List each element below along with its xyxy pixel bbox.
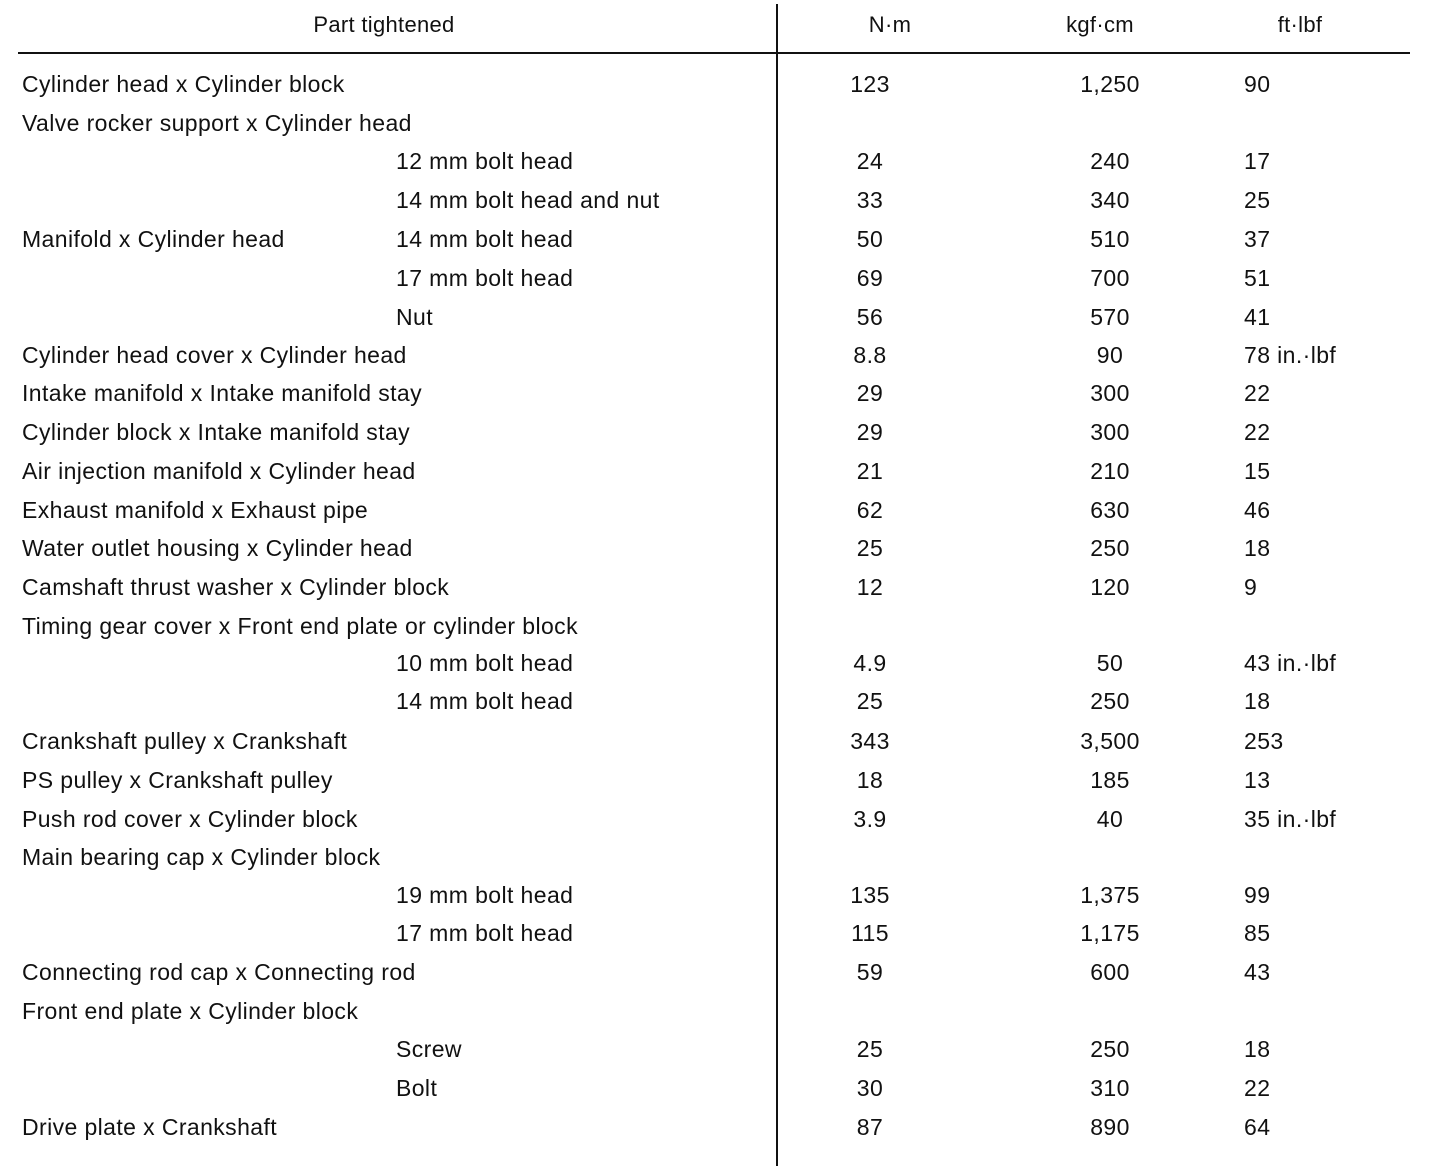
table-row [0,417,1440,447]
cell-kgf: 300 [1090,380,1130,406]
cell-sub: 14 mm bolt head [396,226,574,252]
cell-kgf: 890 [1090,1114,1130,1140]
table-row [0,957,1440,987]
cell-part: Main bearing cap x Cylinder block [22,844,381,870]
cell-part: Exhaust manifold x Exhaust pipe [22,497,369,523]
cell-kgf: 1,375 [1080,882,1140,908]
cell-kgf: 3,500 [1080,728,1140,754]
table-row [0,456,1440,486]
cell-sub: 14 mm bolt head [396,688,574,714]
cell-nm: 8.8 [853,342,887,368]
cell-nm: 12 [856,574,884,600]
cell-nm: 115 [851,920,889,946]
cell-ft: 18 [1244,688,1271,714]
cell-ft: 22 [1244,419,1271,445]
cell-ft: 18 [1244,535,1271,561]
table-row [0,146,1440,176]
table-row [0,842,1440,872]
cell-nm: 25 [856,535,884,561]
cell-sub: 14 mm bolt head and nut [396,187,660,213]
table-row [0,996,1440,1026]
table-row [0,572,1440,602]
cell-kgf: 40 [1096,806,1124,832]
cell-part: Drive plate x Crankshaft [22,1114,278,1140]
cell-nm: 59 [856,959,884,985]
cell-nm: 30 [856,1075,884,1101]
cell-part: Connecting rod cap x Connecting rod [22,959,416,985]
cell-kgf: 50 [1096,650,1124,676]
cell-ft: 78 in.·lbf [1244,342,1337,368]
table-row [0,765,1440,795]
cell-part: Valve rocker support x Cylinder head [22,110,412,136]
cell-nm: 25 [856,688,884,714]
cell-sub: 17 mm bolt head [396,265,574,291]
cell-kgf: 250 [1090,535,1130,561]
table-row [0,378,1440,408]
cell-part: Camshaft thrust washer x Cylinder block [22,574,450,600]
table-row [0,1034,1440,1064]
cell-kgf: 250 [1090,1036,1130,1062]
cell-nm: 69 [856,265,884,291]
cell-ft: 22 [1244,1075,1271,1101]
cell-sub: 19 mm bolt head [396,882,574,908]
cell-part: Manifold x Cylinder head [22,226,285,252]
cell-nm: 29 [856,419,884,445]
cell-kgf: 1,175 [1080,920,1140,946]
table-row [0,340,1440,370]
cell-part: PS pulley x Crankshaft pulley [22,767,333,793]
cell-nm: 62 [856,497,884,523]
cell-nm: 343 [850,728,890,754]
table-row [0,263,1440,293]
cell-ft: 253 [1244,728,1284,754]
cell-part: Cylinder head cover x Cylinder head [22,342,407,368]
cell-part: Push rod cover x Cylinder block [22,806,358,832]
table-row [0,686,1440,716]
cell-ft: 15 [1244,458,1271,484]
cell-ft: 43 in.·lbf [1244,650,1337,676]
cell-nm: 25 [856,1036,884,1062]
cell-kgf: 1,250 [1080,71,1140,97]
cell-kgf: 700 [1090,265,1130,291]
table-row [0,185,1440,215]
cell-sub: Bolt [396,1075,438,1101]
cell-ft: 22 [1244,380,1271,406]
cell-ft: 41 [1244,304,1271,330]
cell-nm: 33 [856,187,884,213]
cell-sub: 10 mm bolt head [396,650,574,676]
cell-ft: 18 [1244,1036,1271,1062]
header-kgf: kgf·cm [1066,12,1134,37]
cell-part: Cylinder block x Intake manifold stay [22,419,411,445]
cell-kgf: 240 [1090,148,1130,174]
cell-sub: Nut [396,304,433,330]
cell-kgf: 570 [1090,304,1130,330]
cell-ft: 99 [1244,882,1271,908]
table-row [0,918,1440,948]
cell-kgf: 90 [1096,342,1124,368]
cell-part: Crankshaft pulley x Crankshaft [22,728,348,754]
cell-nm: 3.9 [853,806,887,832]
cell-part: Front end plate x Cylinder block [22,998,359,1024]
table-row [0,302,1440,332]
cell-nm: 50 [856,226,884,252]
cell-nm: 56 [856,304,884,330]
table-row [0,495,1440,525]
cell-nm: 29 [856,380,884,406]
cell-part: Water outlet housing x Cylinder head [22,535,413,561]
table-row [0,224,1440,254]
cell-part: Cylinder head x Cylinder block [22,71,345,97]
cell-part: Timing gear cover x Front end plate or cylinder block [22,613,578,639]
table-row [0,648,1440,678]
cell-part: Air injection manifold x Cylinder head [22,458,416,484]
table-row [0,533,1440,563]
cell-ft: 90 [1244,71,1271,97]
cell-sub: 12 mm bolt head [396,148,574,174]
header-nm: N·m [868,12,912,37]
cell-ft: 43 [1244,959,1271,985]
cell-sub: Screw [396,1036,462,1062]
table-row [0,880,1440,910]
cell-kgf: 310 [1090,1075,1130,1101]
cell-kgf: 600 [1090,959,1130,985]
cell-part: Intake manifold x Intake manifold stay [22,380,423,406]
table-row [0,69,1440,99]
cell-ft: 35 in.·lbf [1244,806,1337,832]
table-row [0,1073,1440,1103]
cell-ft: 9 [1244,574,1258,600]
cell-ft: 13 [1244,767,1271,793]
table-row [0,611,1440,641]
cell-kgf: 250 [1090,688,1130,714]
cell-ft: 64 [1244,1114,1271,1140]
cell-kgf: 210 [1090,458,1130,484]
cell-ft: 85 [1244,920,1271,946]
cell-nm: 4.9 [853,650,887,676]
table-row [0,804,1440,834]
cell-sub: 17 mm bolt head [396,920,574,946]
cell-ft: 51 [1244,265,1271,291]
cell-ft: 25 [1244,187,1271,213]
cell-ft: 46 [1244,497,1271,523]
cell-nm: 18 [856,767,884,793]
cell-nm: 135 [850,882,890,908]
cell-nm: 87 [856,1114,884,1140]
cell-nm: 24 [856,148,884,174]
cell-kgf: 510 [1090,226,1130,252]
header-rule [18,52,1410,54]
cell-kgf: 300 [1090,419,1130,445]
cell-kgf: 340 [1090,187,1130,213]
header-ft: ft·lbf [1277,12,1323,37]
header-part: Part tightened [313,12,455,37]
cell-nm: 21 [856,458,884,484]
cell-nm: 123 [850,71,890,97]
cell-ft: 17 [1244,148,1271,174]
table-row [0,108,1440,138]
cell-kgf: 630 [1090,497,1130,523]
cell-kgf: 185 [1090,767,1130,793]
cell-kgf: 120 [1090,574,1130,600]
cell-ft: 37 [1244,226,1271,252]
table-row [0,1112,1440,1142]
table-row [0,726,1440,756]
